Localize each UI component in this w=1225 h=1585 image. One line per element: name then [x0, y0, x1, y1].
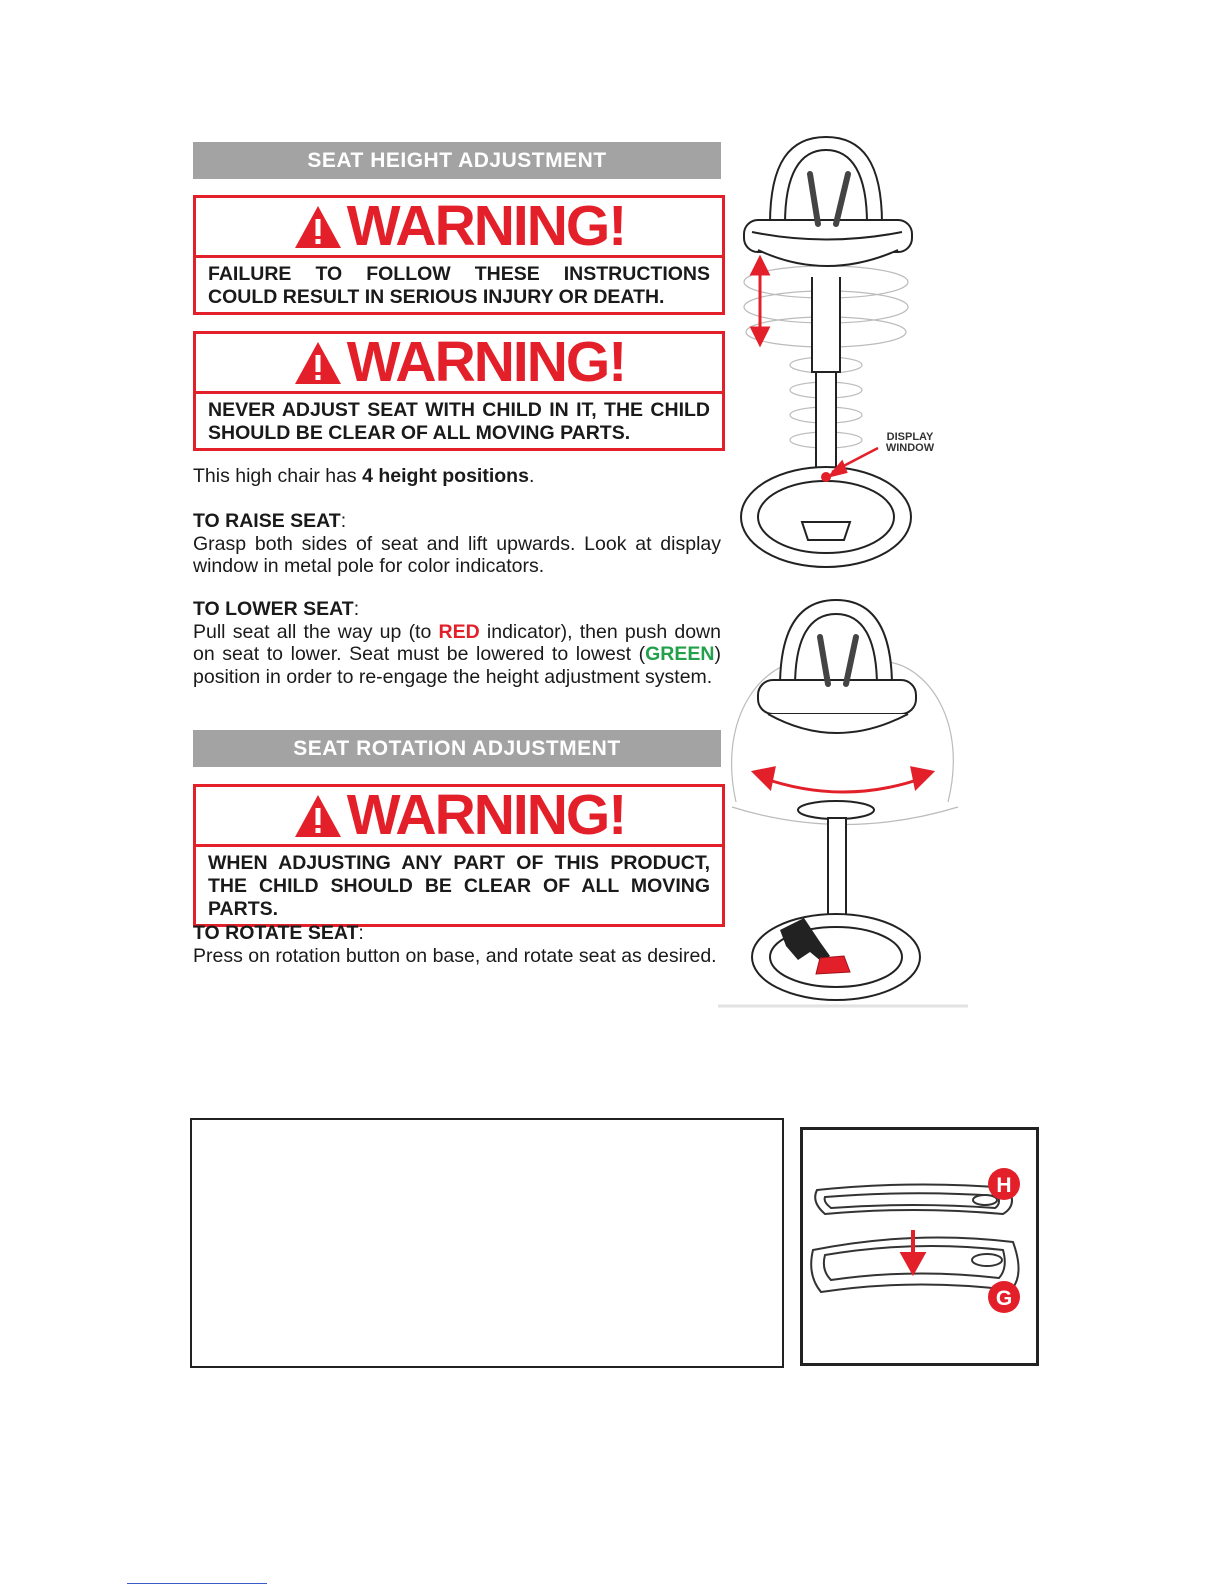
tray-illustration: [803, 1130, 1036, 1363]
warning-triangle-icon: [293, 793, 343, 839]
display-window-label-2: WINDOW: [885, 442, 935, 454]
intro-text: This high chair has: [193, 465, 363, 487]
rotation-button: [816, 956, 850, 974]
lower-seat-text: [193, 621, 721, 689]
green-indicator: GREEN: [645, 643, 715, 665]
rotate-seat-label: TO ROTATE SEAT: [193, 922, 359, 944]
raise-seat-text: Grasp both sides of seat and lift upwards. Look at display window in metal pole for color indicators.: [193, 532, 721, 577]
colon: :: [353, 598, 360, 620]
colon: :: [340, 510, 347, 532]
section-title-height: SEAT HEIGHT ADJUSTMENT: [193, 142, 721, 179]
red-indicator: RED: [438, 620, 480, 643]
warning-box-1: [193, 195, 725, 315]
colon: :: [358, 922, 364, 944]
warning-text: FAILURE TO FOLLOW THESE INSTRUCTIONS COULD RESULT IN SERIOUS INJURY OR DEATH.: [208, 263, 710, 308]
warning-text: NEVER ADJUST SEAT WITH CHILD IN IT, THE CHILD SHOULD BE CLEAR OF ALL MOVING PARTS.: [208, 399, 710, 444]
rotate-seat-text: Press on rotation button on base, and rotate seat as desired.: [193, 944, 717, 967]
warning-heading: WARNING!: [346, 783, 626, 847]
section-title-rotation: SEAT ROTATION ADJUSTMENT: [193, 730, 721, 767]
warning-box-2: [193, 331, 725, 451]
display-window-label-1: DISPLAY: [886, 431, 934, 443]
intro-end: .: [528, 465, 535, 487]
raise-seat-label: TO RAISE SEAT: [193, 510, 341, 532]
lower-text-3: ) position in order to re-engage the height adjustment system.: [193, 643, 721, 688]
intro-paragraph: [193, 465, 721, 488]
warning-triangle-icon: [293, 340, 343, 386]
raise-seat-paragraph: [193, 510, 721, 578]
lower-text-1: Pull seat all the way up (to: [193, 620, 439, 643]
warning-triangle-icon: [293, 204, 343, 250]
lower-seat-paragraph: [193, 598, 721, 688]
footnote-separator: [127, 1583, 267, 1584]
rotation-arrow: [754, 768, 932, 792]
tray-illustration-frame: [800, 1127, 1039, 1366]
rotate-seat-paragraph: [193, 922, 721, 967]
lower-text-2: indicator), then push down on seat to lower. Seat must be lowered to lowest (: [193, 620, 721, 665]
warning-heading: WARNING!: [346, 330, 626, 394]
marker-h: H: [996, 1174, 1012, 1197]
empty-text-box: [190, 1118, 784, 1368]
lower-seat-label: TO LOWER SEAT: [193, 598, 354, 620]
warning-text: WHEN ADJUSTING ANY PART OF THIS PRODUCT, THE CHILD SHOULD BE CLEAR OF ALL MOVING PARTS.: [208, 852, 710, 920]
height-positions: 4 height positions: [362, 465, 529, 487]
chair-outline: [752, 600, 920, 1000]
marker-g: G: [995, 1287, 1013, 1310]
highchair-rotation-illustration: [718, 592, 973, 1012]
height-arrow: [752, 258, 768, 344]
chair-outline: [741, 137, 912, 567]
highchair-height-illustration: [730, 132, 970, 577]
warning-box-3: [193, 784, 725, 927]
warning-heading: WARNING!: [346, 194, 626, 258]
